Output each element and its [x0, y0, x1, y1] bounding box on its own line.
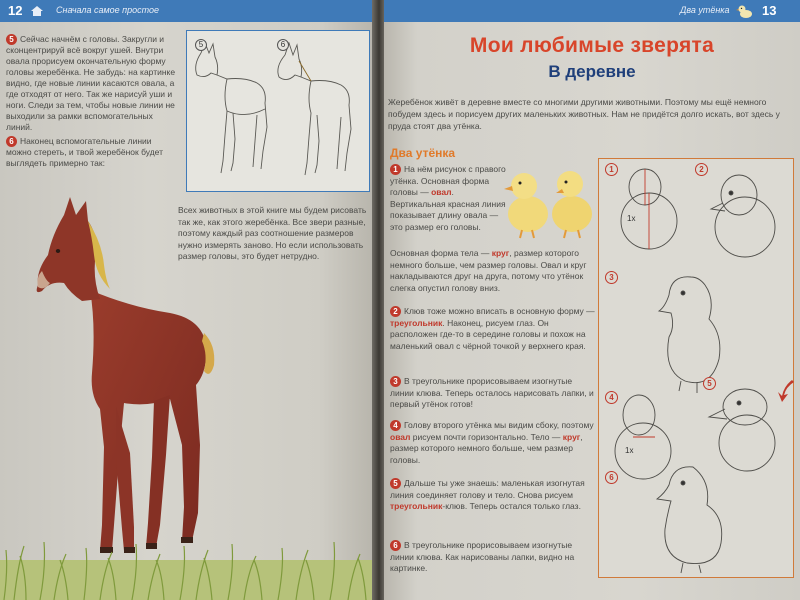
foal-sketch-panel	[186, 30, 370, 192]
diagram-badge-2: 2	[695, 163, 708, 176]
step-text-a: Основная форма тела —	[390, 248, 492, 258]
diagram-badge-4: 4	[605, 391, 618, 404]
step-text-highlight: круг	[491, 248, 510, 258]
ducklings-illustration	[500, 162, 600, 242]
duck-step-2	[390, 306, 596, 352]
duck-step-1	[390, 164, 508, 233]
step-text-b: . Наконец, рисуем глаз. Он расположен где-то в середине головы и похож на маленький овал с чёрной точкой у верхнего края.	[390, 317, 586, 351]
left-page	[0, 0, 376, 600]
step-number: 6	[390, 540, 401, 551]
sketch-badge-5: 5	[195, 39, 207, 51]
step-text: Наконец вспомогательные линии можно стереть, и твой жеребёнок будет выглядеть примерно так:	[6, 136, 164, 169]
duck-step-3	[390, 376, 596, 411]
step-text-a: На нём рисунок с правого утёнка. Основная форма головы —	[390, 164, 506, 197]
right-running-head: Два утёнка	[680, 5, 730, 15]
left-step-6	[6, 136, 176, 169]
step-text: В треугольнике прорисовываем изогнутые линии клюва. Теперь осталось нарисовать лапки, и первый утёнок готов!	[390, 376, 594, 409]
home-icon	[30, 5, 44, 17]
step-text-a: Голову второго утёнка мы видим сбоку, поэтому	[404, 420, 594, 430]
duck-step-6	[390, 540, 596, 575]
step-number: 1	[390, 164, 401, 175]
step-text: В треугольнике прорисовываем изогнутые линии клюва. Как нарисованы лапки, видно на картинке.	[390, 540, 575, 573]
step-text-highlight: овал	[390, 431, 411, 442]
diagram-badge-1: 1	[605, 163, 618, 176]
step-text-highlight: овал	[431, 187, 452, 197]
grass-illustration	[0, 520, 376, 600]
step-text-b: -клюв. Теперь остался только глаз.	[442, 501, 581, 511]
duck-icon	[736, 3, 754, 19]
step-number: 4	[390, 420, 401, 431]
step-text-highlight: треугольник	[390, 317, 443, 328]
step-text-b: . Вертикальная красная линия показывает длину овала — это размер его головы.	[390, 187, 506, 232]
duck-step-5	[390, 478, 596, 513]
step-text: Сейчас начнём с головы. Закругли и сконцентрируй всё вокруг ушей. Внутри овала прорисуем окончательную форму головы жеребёнка. Не забудь: на картинке видно, где новые линии касаются овала, а где отходят от него. Так же нарисуй уши и ноги. Следи за тем, чтобы новые линии не выходили за рамки вспомогательных линий.	[6, 34, 176, 133]
step-text-a: Клюв тоже можно вписать в основную форму —	[404, 306, 595, 316]
foal-outline-sketches	[187, 31, 371, 193]
step-text-b: , размер которого немного больше, чем размер головы. Овал и круг накладываются друг на друга, потому что утёнок слегка опустил голову вниз.	[390, 248, 587, 293]
left-page-number: 12	[8, 3, 23, 18]
section-title: Два утёнка	[390, 146, 456, 160]
step-number: 5	[6, 34, 17, 45]
step-text-c: , размер которого немного больше, чем размер головы.	[390, 431, 583, 465]
step-number: 5	[390, 478, 401, 489]
page-title: Мои любимые зверята	[469, 34, 715, 57]
duck-step-4	[390, 420, 596, 466]
diagram-badge-5: 5	[703, 377, 716, 390]
diagram-badge-3: 3	[605, 271, 618, 284]
right-page-number: 13	[762, 3, 777, 18]
page-subtitle: В деревне	[548, 62, 636, 81]
left-page-header	[0, 0, 376, 22]
foal-illustration	[20, 195, 240, 575]
step-number: 3	[390, 376, 401, 387]
left-running-head: Сначала самое простое	[56, 5, 160, 15]
sketch-badge-6: 6	[277, 39, 289, 51]
intro-paragraph: Жеребёнок живёт в деревне вместе со многими другими животными. Поэтому мы ещё немного побудем здесь и порисуем других маленьких животных. Нам не придётся долго искать, вот здесь у пруда стоят два утёнка.	[388, 97, 780, 131]
arrow-icon	[776, 378, 796, 404]
step-text-a: Дальше ты уже знаешь: маленькая изогнутая линия соединяет голову и тело. Снова рисуем	[390, 478, 585, 500]
step-text-highlight-2: круг	[562, 431, 581, 442]
duck-steps-panel	[598, 158, 794, 578]
left-page-note: Всех животных в этой книге мы будем рисовать так же, как этого жеребёнка. Все звери разные, поэтому каждый раз соотношение размеров нужно измерять заново. Но если использовать размер головы, это будет нетрудно.	[178, 205, 367, 261]
duck-construction-sketches	[599, 159, 795, 579]
step-text-b: рисуем почти горизонтально. Тело —	[410, 431, 563, 442]
step-text-highlight: треугольник	[390, 501, 443, 511]
right-page-header	[384, 0, 800, 22]
ratio-label-1: 1x	[627, 214, 636, 223]
diagram-badge-6: 6	[605, 471, 618, 484]
left-step-5	[6, 34, 176, 133]
duck-step-1b	[390, 248, 596, 294]
step-number: 6	[6, 136, 17, 147]
ratio-label-2: 1x	[625, 446, 634, 455]
step-number: 2	[390, 306, 401, 317]
right-page	[384, 0, 800, 600]
